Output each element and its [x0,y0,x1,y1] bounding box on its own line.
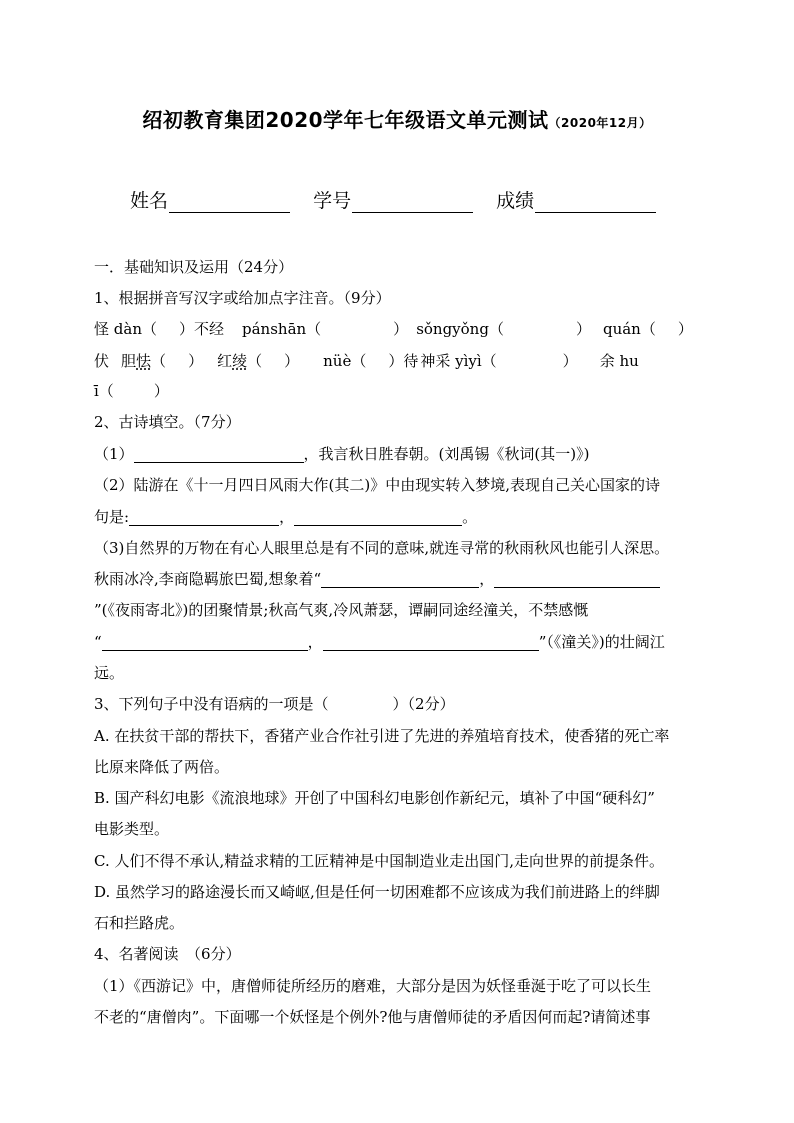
q3-stem [94,695,455,713]
q2-p3-line5: 远。 [94,664,125,682]
q3-option-a-line2: 比原来降低了两倍。 [94,758,230,776]
id-blank[interactable] [352,192,473,213]
q1-row3 [94,382,169,400]
q2-p3-line1: （3)自然界的万物在有心人眼里总是有不同的意味,就连寻常的秋雨秋风也能引人深思。 [94,539,670,557]
q2-p3-blank-1[interactable] [321,571,479,588]
q2-p2-blank-1[interactable] [129,509,279,526]
q2-p2-end: 。 [462,508,478,526]
q2-p1-text: ，我言秋日胜春朝。(刘禹锡《秋词(其一)》) [303,445,590,463]
q1-item-songyong: sǒngyǒng（ [416,320,504,338]
q2-p3-open-quote: “ [94,633,102,651]
q3-option-c[interactable]: C. 人们不得不承认,精益求精的工匠精神是中国制造业走出国门,走向世界的前提条件。 [94,852,665,870]
title-date: （2020年12月） [548,116,652,130]
score-label: 成绩 [496,190,535,212]
q1-item-nue-end: ）待 [388,352,419,370]
q1-ling-open: （ [247,352,263,370]
q1-item-yiyi-end: ） [562,352,578,370]
q1-item-panshan: pánshān（ [242,320,322,338]
q4-p1-line2: 不老的“唐僧肉”。下面哪一个妖怪是个例外?他与唐僧师徒的矛盾因何而起?请简述事 [94,1008,651,1026]
q2-p3-line3: ”(《夜雨寄北》)的团聚情景;秋高气爽,冷风萧瑟，谭嗣同途经潼关，不禁感慨 [94,601,589,619]
q1-ling-close: ） [284,352,300,370]
q1-row2 [94,352,639,370]
q2-p3-comma-2: ， [307,633,323,651]
q1-item-quan: quán（ [602,320,656,338]
exam-title [0,104,794,133]
q1-item-panshan-end: ） [393,320,409,338]
q2-p3-blank-3[interactable] [102,634,308,651]
q2-p1-number: （1） [94,445,134,463]
q2-p2-blank-2[interactable] [294,509,462,526]
q1-item-nue: nüè（ [323,352,367,370]
q2-p2-comma: ， [279,508,295,526]
q1-item-hui-cont: ī（ [94,382,114,400]
q2-p3-blank-4[interactable] [323,634,539,651]
score-blank[interactable] [535,192,656,213]
q1-word-hong: 红 [217,352,233,370]
score-field[interactable] [496,186,656,213]
q1-item-fu: 伏 [94,352,110,370]
q2-p3-line4-end: ”（《潼关》)的壮阔江 [538,633,665,651]
q3-option-b-line1[interactable]: B. 国产科幻电影《流浪地球》开创了中国科幻电影创作新纪元，填补了中国“硬科幻” [94,789,655,807]
q1-row1 [94,320,693,338]
name-blank[interactable] [169,192,290,213]
q1-item-quan-end: ） [677,320,693,338]
q1-word-dan: 胆 [121,352,137,370]
q2-p1-blank[interactable] [134,446,304,463]
q2-p2-line1: （2）陆游在《十一月四日风雨大作(其二)》中由现实转入梦境,表现自己关心国家的诗 [94,476,661,494]
q1-dotted-ling: 绫 [232,352,248,370]
id-field[interactable] [313,186,473,213]
q2-p3-line4 [94,633,665,651]
q3-stem-score: ）（2分） [392,695,455,713]
name-label: 姓名 [130,190,169,212]
q3-option-d-line1[interactable]: D. 虽然学习的路途漫长而又崎岖,但是任何一切困难都不应该成为我们前进路上的绊脚 [94,883,660,901]
q1-item-hui-end: ） [153,382,169,400]
name-field[interactable] [130,186,290,213]
id-label: 学号 [313,190,352,212]
q4-stem: 4、名著阅读 （6分） [94,945,241,963]
q2-stem: 2、古诗填空。（7分） [94,413,241,431]
q2-p2-prefix: 句是: [94,508,130,526]
student-info-row [130,186,673,213]
q3-stem-text: 3、下列句子中没有语病的一项是（ [94,695,329,713]
q2-p3-blank-2[interactable] [494,571,660,588]
q1-stem: 1、根据拼音写汉字或给加点字注音。（9分） [94,289,391,307]
q1-item-songyong-end: ） [575,320,591,338]
q1-item-hui: 余 hu [599,352,639,370]
q2-p1 [94,445,589,463]
q1-qie-open: （ [151,352,167,370]
q1-qie-close: ） [188,352,204,370]
q3-option-a-line1[interactable]: A. 在扶贫干部的帮扶下，香猪产业合作社引进了先进的养殖培育技术，使香猪的死亡率 [94,727,670,745]
q2-p3-line2 [94,570,660,588]
q1-item-yiyi: 神采 yìyì（ [420,352,497,370]
q1-dotted-qie: 怯 [136,352,152,370]
q2-p2-line2 [94,508,477,526]
q1-item-dan-end: ）不经 [178,320,224,338]
q2-p3-prefix: 秋雨冰冷,李商隐羁旅巴蜀,想象着“ [94,570,322,588]
q3-option-b-line2: 电影类型。 [94,820,170,838]
q3-option-d-line2: 石和拦路虎。 [94,914,185,932]
q1-item-dan: 怪 dàn（ [94,320,157,338]
q4-p1-line1: （1）《西游记》中，唐僧师徒所经历的磨难，大部分是因为妖怪垂涎于吃了可以长生 [94,977,652,995]
q2-p3-comma: ， [479,570,495,588]
section-heading: 一．基础知识及运用（24分） [94,258,294,276]
title-text: 绍初教育集团2020学年七年级语文单元测试 [142,108,549,132]
